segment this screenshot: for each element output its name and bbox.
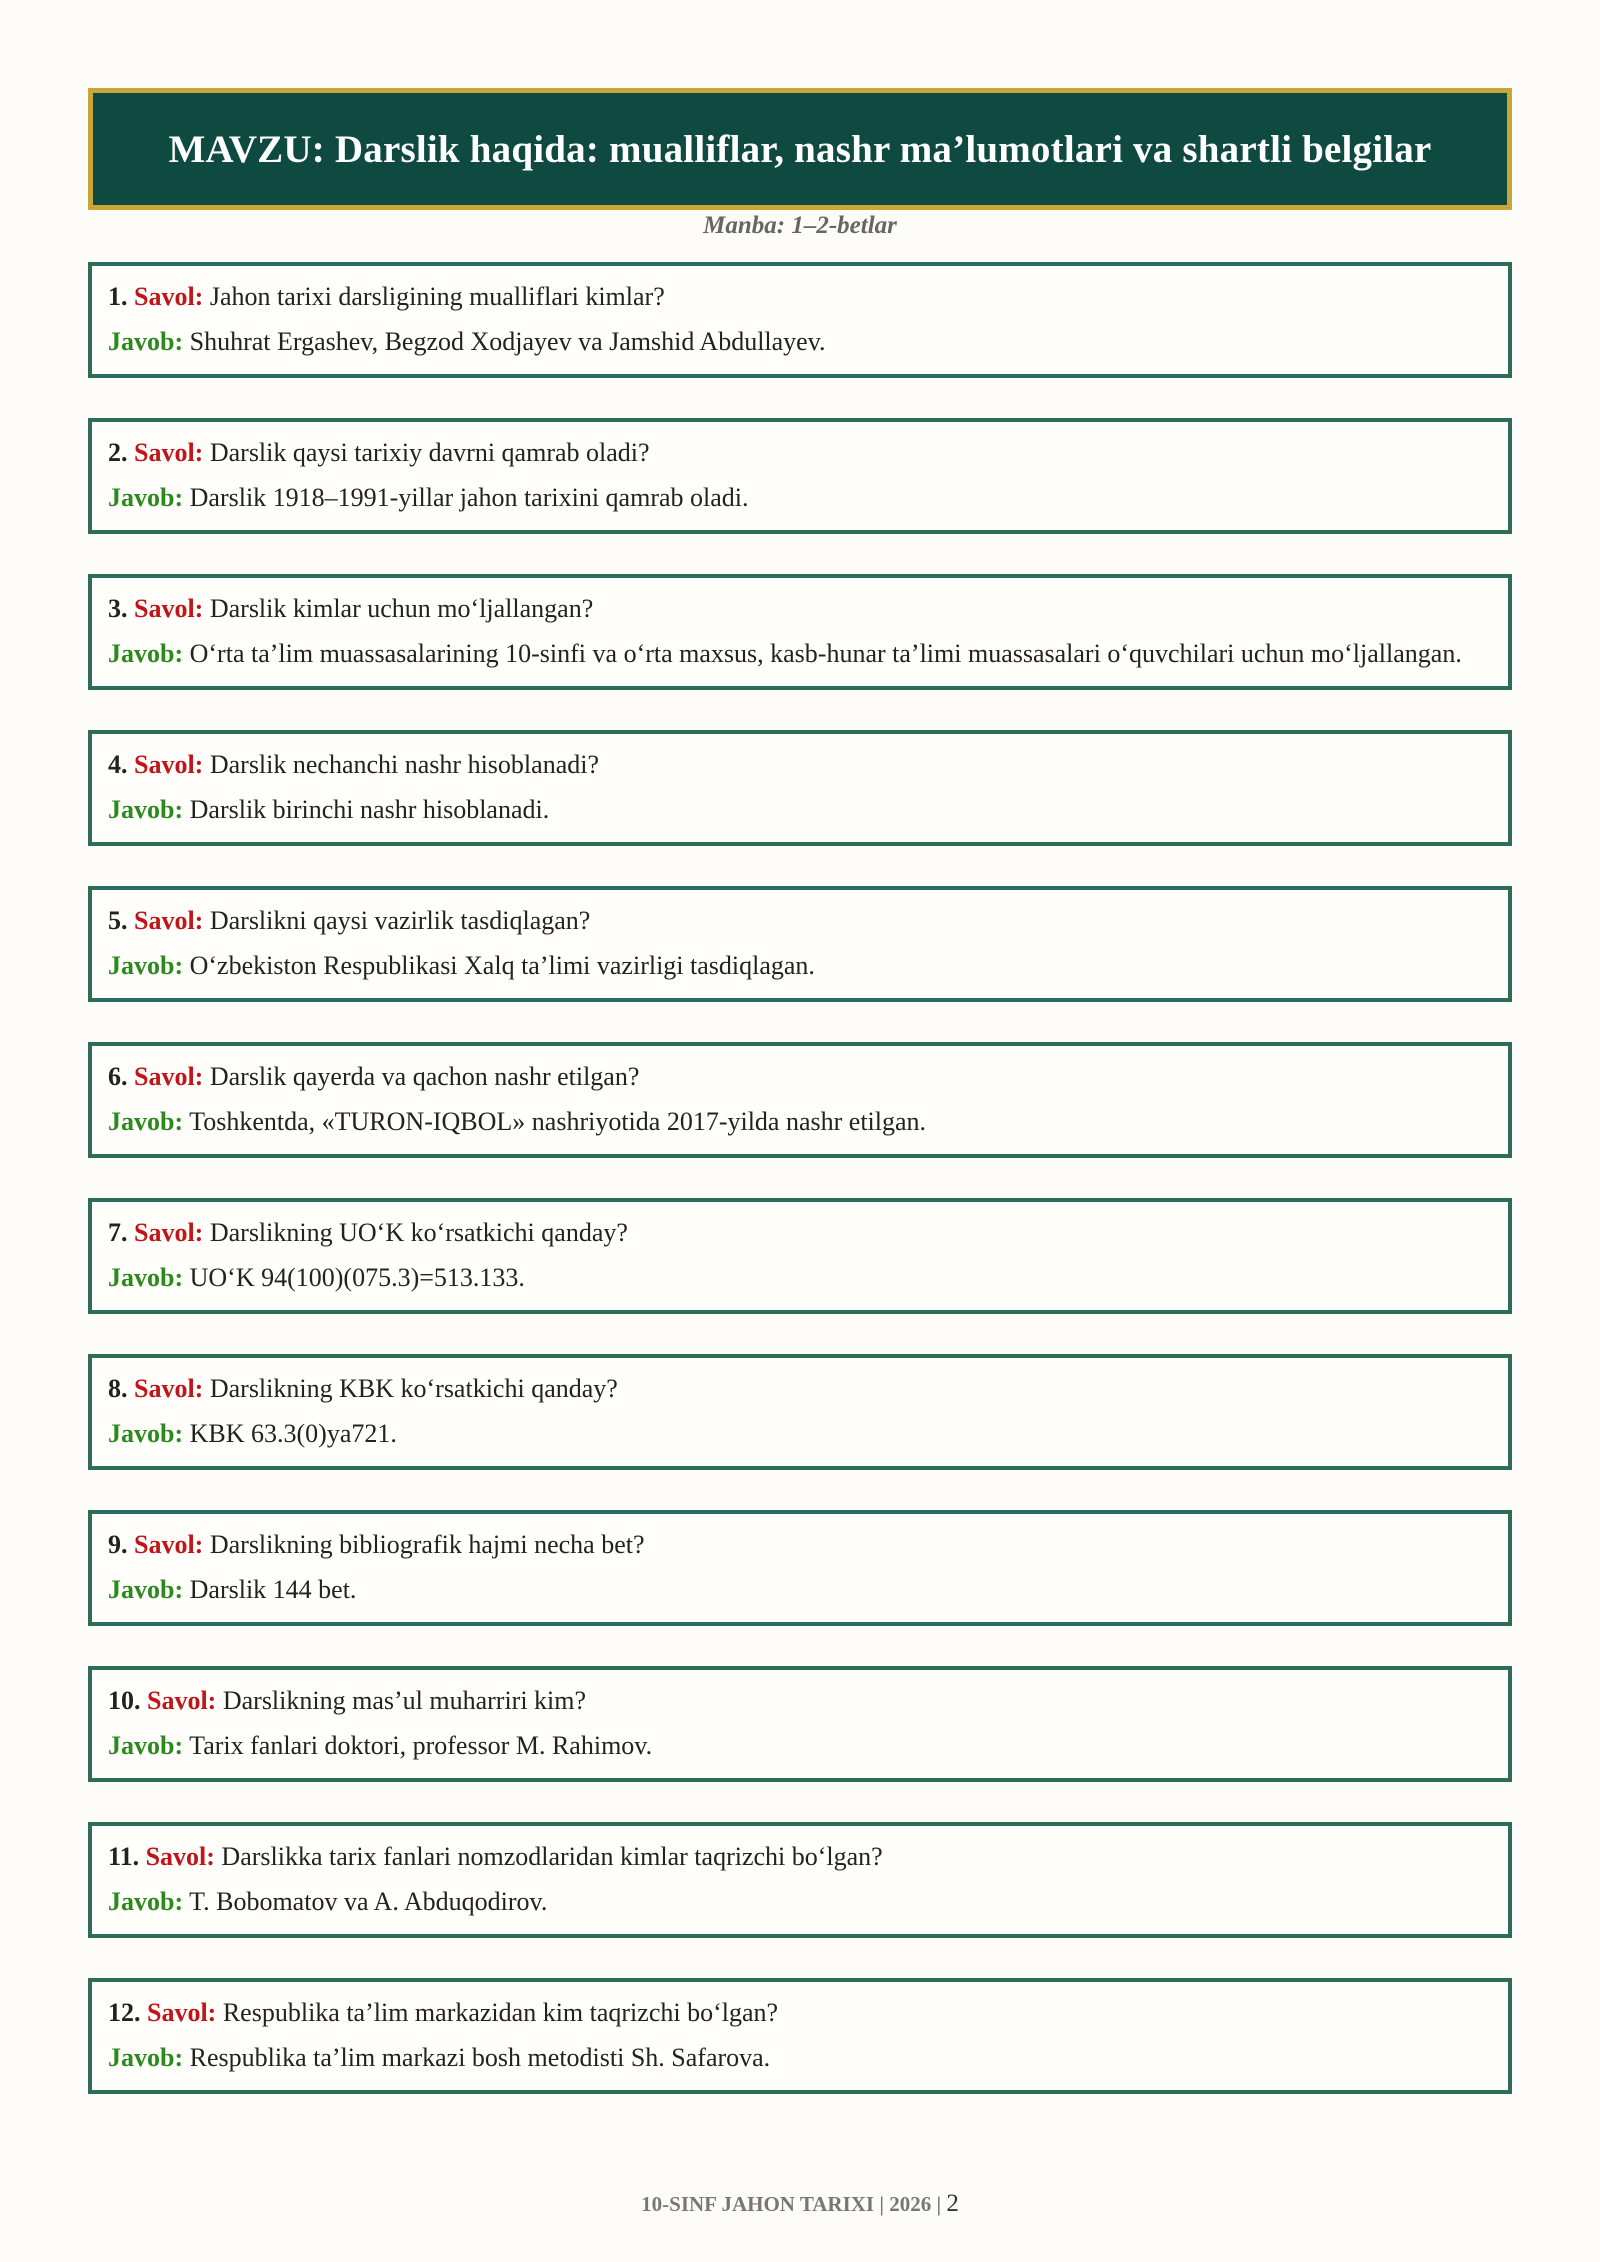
question-number: 4. [108, 750, 128, 779]
qa-card [88, 1042, 1512, 1158]
javob-label: Javob: [108, 2043, 184, 2072]
answer-line [108, 947, 1492, 984]
answer-line [108, 1103, 1492, 1140]
answer-text: KBK 63.3(0)ya721. [189, 1419, 397, 1448]
question-line [108, 590, 1492, 627]
page-footer [0, 2190, 1600, 2218]
javob-label: Javob: [108, 639, 184, 668]
qa-card [88, 418, 1512, 534]
question-text: Darslik nechanchi nashr hisoblanadi? [209, 750, 599, 779]
question-text: Darslikning mas’ul muharriri kim? [222, 1686, 587, 1715]
savol-label: Savol: [134, 906, 204, 935]
question-text: Darslik qaysi tarixiy davrni qamrab oladi? [209, 438, 650, 467]
question-number: 7. [108, 1218, 128, 1247]
page-number: 2 [946, 2190, 959, 2217]
savol-label: Savol: [134, 282, 204, 311]
savol-label: Savol: [145, 1842, 215, 1871]
savol-label: Savol: [134, 1218, 204, 1247]
question-line [108, 1994, 1492, 2031]
javob-label: Javob: [108, 951, 184, 980]
source-note: Manba: 1–2-betlar [703, 212, 897, 239]
savol-label: Savol: [147, 1686, 217, 1715]
javob-label: Javob: [108, 795, 184, 824]
savol-label: Savol: [134, 1530, 204, 1559]
question-text: Darslikni qaysi vazirlik tasdiqlagan? [209, 906, 591, 935]
answer-text: Respublika ta’lim markazi bosh metodisti Sh. Safarova. [189, 2043, 771, 2072]
qa-card [88, 1198, 1512, 1314]
answer-line [108, 479, 1492, 516]
question-text: Jahon tarixi darsligining mualliflari kimlar? [209, 282, 665, 311]
savol-label: Savol: [134, 750, 204, 779]
savol-label: Savol: [134, 594, 204, 623]
javob-label: Javob: [108, 1419, 184, 1448]
answer-line [108, 635, 1492, 672]
question-line [108, 746, 1492, 783]
question-text: Respublika ta’lim markazidan kim taqrizchi bo‘lgan? [222, 1998, 779, 2027]
question-number: 12. [108, 1998, 141, 2027]
page-title: MAVZU: Darslik haqida: mualliflar, nashr ma’lumotlari va shartli belgilar [168, 127, 1432, 171]
question-line [108, 1214, 1492, 1251]
question-text: Darslikning bibliografik hajmi necha bet? [209, 1530, 645, 1559]
javob-label: Javob: [108, 1575, 184, 1604]
javob-label: Javob: [108, 1887, 184, 1916]
answer-text: O‘zbekiston Respublikasi Xalq ta’limi vazirligi tasdiqlagan. [189, 951, 815, 980]
qa-card [88, 886, 1512, 1002]
answer-text: Tarix fanlari doktori, professor M. Rahimov. [189, 1731, 653, 1760]
footer-text: 10-SINF JAHON TARIXI | 2026 | [641, 2192, 942, 2216]
question-text: Darslikning KBK ko‘rsatkichi qanday? [209, 1374, 618, 1403]
question-text: Darslikka tarix fanlari nomzodlaridan kimlar taqrizchi bo‘lgan? [221, 1842, 883, 1871]
answer-text: Shuhrat Ergashev, Begzod Xodjayev va Jamshid Abdullayev. [189, 327, 826, 356]
answer-text: O‘rta ta’lim muassasalarining 10-sinfi va o‘rta maxsus, kasb-hunar ta’limi muassasalari o‘quvchilari uchun mo‘ljallangan. [189, 639, 1462, 668]
qa-card [88, 1510, 1512, 1626]
qa-card [88, 1354, 1512, 1470]
question-number: 11. [108, 1842, 140, 1871]
qa-card [88, 1978, 1512, 2094]
question-line [108, 1370, 1492, 1407]
question-number: 5. [108, 906, 128, 935]
javob-label: Javob: [108, 1107, 184, 1136]
qa-list [88, 262, 1512, 2134]
answer-line [108, 323, 1492, 360]
question-number: 10. [108, 1686, 141, 1715]
question-number: 6. [108, 1062, 128, 1091]
savol-label: Savol: [147, 1998, 217, 2027]
answer-line [108, 1883, 1492, 1920]
question-text: Darslik kimlar uchun mo‘ljallangan? [209, 594, 594, 623]
question-number: 9. [108, 1530, 128, 1559]
answer-text: Darslik 144 bet. [189, 1575, 357, 1604]
javob-label: Javob: [108, 1263, 184, 1292]
question-line [108, 434, 1492, 471]
qa-card [88, 262, 1512, 378]
answer-text: T. Bobomatov va A. Abduqodirov. [189, 1887, 548, 1916]
javob-label: Javob: [108, 483, 184, 512]
answer-line [108, 1415, 1492, 1452]
question-line [108, 902, 1492, 939]
answer-line [108, 1259, 1492, 1296]
question-number: 8. [108, 1374, 128, 1403]
question-number: 3. [108, 594, 128, 623]
answer-text: Darslik 1918–1991-yillar jahon tarixini qamrab oladi. [189, 483, 749, 512]
answer-line [108, 2039, 1492, 2076]
answer-line [108, 1727, 1492, 1764]
qa-card [88, 730, 1512, 846]
answer-text: UO‘K 94(100)(075.3)=513.133. [189, 1263, 525, 1292]
qa-card [88, 1822, 1512, 1938]
topic-title-banner [88, 88, 1512, 210]
question-line [108, 1526, 1492, 1563]
question-line [108, 1058, 1492, 1095]
javob-label: Javob: [108, 327, 184, 356]
qa-card [88, 574, 1512, 690]
question-line [108, 1838, 1492, 1875]
qa-card [88, 1666, 1512, 1782]
answer-line [108, 1571, 1492, 1608]
question-text: Darslikning UO‘K ko‘rsatkichi qanday? [209, 1218, 628, 1247]
question-number: 1. [108, 282, 128, 311]
savol-label: Savol: [134, 1062, 204, 1091]
question-text: Darslik qayerda va qachon nashr etilgan? [209, 1062, 640, 1091]
question-line [108, 1682, 1492, 1719]
question-number: 2. [108, 438, 128, 467]
answer-text: Toshkentda, «TURON-IQBOL» nashriyotida 2017-yilda nashr etilgan. [189, 1107, 927, 1136]
answer-line [108, 791, 1492, 828]
savol-label: Savol: [134, 1374, 204, 1403]
question-line [108, 278, 1492, 315]
javob-label: Javob: [108, 1731, 184, 1760]
answer-text: Darslik birinchi nashr hisoblanadi. [189, 795, 550, 824]
savol-label: Savol: [134, 438, 204, 467]
